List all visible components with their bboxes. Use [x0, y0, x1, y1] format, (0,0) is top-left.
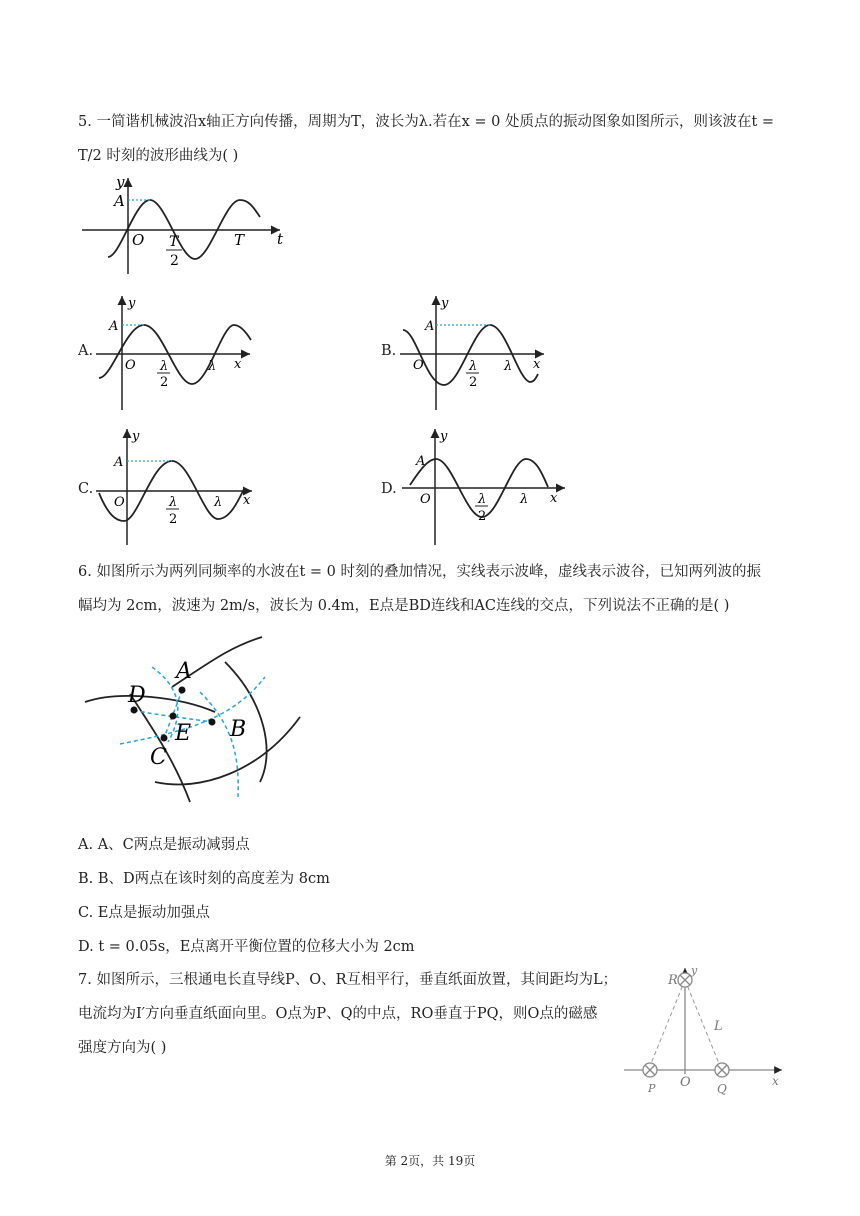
t-half-bottom: 2 — [170, 253, 179, 269]
q6-interference-figure — [80, 632, 310, 812]
q5-vibration-graph — [80, 172, 295, 277]
o-label: O — [132, 231, 145, 249]
svg-text:A: A — [114, 455, 124, 470]
svg-text:λ: λ — [504, 359, 513, 374]
q6-option-b[interactable]: B. B、D两点在该时刻的高度差为 8cm — [78, 871, 330, 887]
svg-text:x: x — [550, 491, 558, 506]
point-d-label: D — [128, 683, 146, 708]
svg-text:y: y — [128, 296, 136, 311]
svg-text:x: x — [772, 1074, 779, 1088]
svg-text:λ: λ — [160, 359, 169, 374]
q5-option-a-graph[interactable] — [94, 292, 259, 412]
svg-text:R: R — [668, 973, 678, 988]
q5-option-b-graph[interactable] — [398, 292, 553, 412]
svg-text:x: x — [243, 493, 251, 508]
t-axis-label: t — [277, 230, 284, 248]
q5-option-d-label[interactable]: D. — [381, 481, 397, 497]
svg-text:2: 2 — [160, 375, 169, 390]
y-label: y — [116, 173, 125, 191]
svg-text:A: A — [109, 319, 119, 334]
svg-text:A: A — [416, 454, 426, 469]
q6-line2: 幅均为 2cm，波速为 2m/s，波长为 0.4m，E点是BD连线和AC连线的交点，下列说法不正确的是( ) — [78, 598, 730, 614]
svg-text:O: O — [413, 358, 424, 373]
svg-text:y: y — [691, 964, 698, 977]
svg-text:O: O — [680, 1075, 691, 1090]
q7-wires-figure — [622, 962, 792, 1097]
svg-text:y: y — [440, 429, 448, 444]
svg-text:λ: λ — [520, 492, 529, 507]
svg-text:P: P — [648, 1082, 656, 1095]
q6-option-a[interactable]: A. A、C两点是振动减弱点 — [78, 837, 250, 853]
svg-text:λ: λ — [478, 492, 487, 507]
point-e-label: E — [175, 721, 192, 746]
t-period-label: T — [234, 231, 245, 249]
point-a-label: A — [176, 659, 192, 684]
svg-text:L: L — [714, 1019, 723, 1034]
wire-q-icon — [715, 1063, 729, 1077]
q5-line2: T/2 时刻的波形曲线为( ) — [78, 148, 239, 164]
q5-option-c-label[interactable]: C. — [78, 481, 94, 497]
svg-text:O: O — [125, 358, 136, 373]
svg-text:λ: λ — [208, 359, 217, 374]
svg-text:O: O — [114, 495, 125, 510]
q7-line2: 电流均为I′方向垂直纸面向里。O点为P、Q的中点，RO垂直于PQ，则O点的磁感 — [78, 1006, 598, 1022]
svg-text:λ: λ — [214, 495, 223, 510]
q5-option-a-label[interactable]: A. — [78, 343, 94, 359]
page-footer: 第 2页，共 19页 — [384, 1154, 476, 1168]
q5-option-b-label[interactable]: B. — [381, 343, 397, 359]
wire-r-icon — [678, 973, 692, 987]
svg-text:λ: λ — [469, 359, 478, 374]
svg-text:x: x — [234, 357, 242, 372]
svg-text:λ: λ — [169, 495, 178, 510]
svg-text:O: O — [420, 492, 431, 507]
point-b-label: B — [230, 717, 247, 742]
q6-option-d[interactable]: D. t = 0.05s，E点离开平衡位置的位移大小为 2cm — [78, 939, 415, 955]
q5-line1: 5. 一简谐机械波沿x轴正方向传播，周期为T，波长为λ.若在x = 0 处质点的振动图象如图所示，则该波在t = — [78, 114, 775, 130]
q6-option-c[interactable]: C. E点是振动加强点 — [78, 905, 210, 921]
svg-text:y: y — [132, 429, 140, 444]
svg-text:2: 2 — [478, 509, 487, 524]
t-half-top: T — [169, 234, 179, 250]
svg-text:2: 2 — [469, 375, 478, 390]
a-label: A — [114, 192, 125, 210]
q5-option-d-graph[interactable] — [400, 425, 570, 547]
q6-line1: 6. 如图所示为两列同频率的水波在t = 0 时刻的叠加情况，实线表示波峰，虚线表示波谷，已知两列波的振 — [78, 564, 761, 580]
svg-text:x: x — [533, 357, 541, 372]
point-c-label: C — [150, 745, 167, 770]
q7-line3: 强度方向为( ) — [78, 1040, 167, 1056]
wire-p-icon — [643, 1063, 657, 1077]
svg-text:Q: Q — [717, 1082, 727, 1096]
svg-text:A: A — [425, 319, 435, 334]
q5-option-c-graph[interactable] — [94, 425, 262, 547]
svg-text:2: 2 — [169, 512, 178, 527]
q7-line1: 7. 如图所示，三根通电长直导线P、O、R互相平行，垂直纸面放置，其间距均为L； — [78, 972, 618, 988]
svg-text:y: y — [441, 296, 449, 311]
